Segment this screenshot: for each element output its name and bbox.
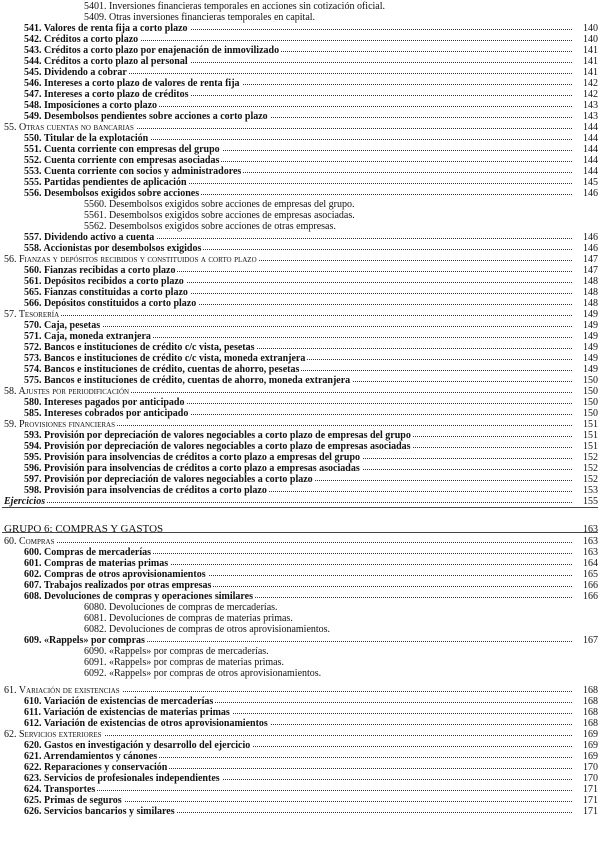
toc-page-number: 150 <box>576 375 598 386</box>
toc-page-number: 170 <box>576 762 598 773</box>
toc-entry-text: 573. Bancos e instituciones de crédito c/c vista, moneda extranjera <box>24 353 306 364</box>
toc-entry-text: 598. Provisión para insolvencias de créditos a corto plazo <box>24 485 267 496</box>
toc-entry-text: 561. Depósitos recibidos a corto plazo <box>24 276 184 287</box>
toc-entry-text: 62. Servicios exteriores <box>4 729 102 740</box>
toc-page-number: 163 <box>576 536 598 547</box>
toc-page-number: 165 <box>576 569 598 580</box>
toc-entry-text: 595. Provisión para insolvencias de créditos a corto plazo a empresas del grupo <box>24 452 361 463</box>
toc-row <box>0 419 600 430</box>
toc-page-number: 142 <box>576 78 598 89</box>
toc-row <box>0 364 600 375</box>
section-divider <box>2 507 598 508</box>
toc-page-number: 143 <box>576 111 598 122</box>
toc-page-number: 149 <box>576 364 598 375</box>
toc-entry-text: 624. Transportes <box>24 784 96 795</box>
toc-row <box>0 613 600 624</box>
toc-row <box>0 144 600 155</box>
toc-entry-text: 608. Devoluciones de compras y operaciones similares <box>24 591 253 602</box>
toc-entry-text: 601. Compras de materias primas <box>24 558 169 569</box>
toc-row <box>0 591 600 602</box>
toc-row <box>0 309 600 320</box>
toc-row <box>0 1 600 12</box>
toc-entry-text: 59. Provisiones financieras <box>4 419 115 430</box>
toc-entry-text: 575. Bancos e instituciones de crédito, cuentas de ahorro, moneda extranjera <box>24 375 351 386</box>
toc-row <box>0 12 600 23</box>
toc-row <box>0 287 600 298</box>
toc-entry-text: 556. Desembolsos exigidos sobre acciones <box>24 188 200 199</box>
toc-entry-text: 572. Bancos e instituciones de crédito c/c vista, pesetas <box>24 342 255 353</box>
toc-row <box>0 624 600 635</box>
toc-row <box>0 740 600 751</box>
toc-entry-text: 620. Gastos en investigación y desarrollo del ejercicio <box>24 740 251 751</box>
toc-entry-text: 546. Intereses a corto plazo de valores de renta fija <box>24 78 240 89</box>
toc-entry-text: 6090. «Rappels» por compras de mercaderías. <box>84 646 269 657</box>
toc-entry-text: 593. Provisión por depreciación de valores negociables a corto plazo de empresas del grupo <box>24 430 411 441</box>
dot-leader <box>4 502 572 503</box>
toc-entry-text: 594. Provisión por depreciación de valores negociables a corto plazo de empresas asociadas <box>24 441 411 452</box>
toc-page-number: 150 <box>576 397 598 408</box>
toc-page-number: 151 <box>576 430 598 441</box>
toc-page-number: 171 <box>576 806 598 817</box>
toc-entry-text: 6081. Devoluciones de compras de materias primas. <box>84 613 293 624</box>
toc-page-number: 153 <box>576 485 598 496</box>
toc-row <box>0 221 600 232</box>
toc-row <box>0 441 600 452</box>
toc-entry-text: 548. Imposiciones a corto plazo <box>24 100 158 111</box>
toc-entry-text: 612. Variación de existencias de otros aprovisionamientos <box>24 718 268 729</box>
toc-entry-text: 6091. «Rappels» por compras de materias primas. <box>84 657 284 668</box>
toc-row <box>0 265 600 276</box>
toc-page-number: 163 <box>576 547 598 558</box>
toc-entry-text: 545. Dividendo a cobrar <box>24 67 127 78</box>
toc-entry-text: 625. Primas de seguros <box>24 795 122 806</box>
toc-row <box>0 729 600 740</box>
toc-row <box>0 298 600 309</box>
toc-entry-text: 58. Ajustes por periodificación <box>4 386 130 397</box>
toc-row <box>0 524 600 535</box>
toc-row <box>0 100 600 111</box>
toc-entry-text: 557. Dividendo activo a cuenta <box>24 232 155 243</box>
toc-entry-text: 626. Servicios bancarios y similares <box>24 806 175 817</box>
toc-entry-text: 550. Titular de la explotación <box>24 133 149 144</box>
toc-page-number: 149 <box>576 309 598 320</box>
toc-page-number: 144 <box>576 122 598 133</box>
dot-leader <box>24 790 572 791</box>
toc-entry-text: 547. Intereses a corto plazo de créditos <box>24 89 189 100</box>
toc-entry-text: 600. Compras de mercaderías <box>24 547 152 558</box>
toc-row <box>0 210 600 221</box>
toc-row <box>0 580 600 591</box>
toc-row <box>0 386 600 397</box>
toc-page-number: 149 <box>576 342 598 353</box>
toc-entry-text: 6092. «Rappels» por compras de otros aprovisionamientos. <box>84 668 322 679</box>
toc-row <box>0 89 600 100</box>
toc-page-number: 140 <box>576 34 598 45</box>
toc-row <box>0 331 600 342</box>
toc-page-number: 145 <box>576 177 598 188</box>
toc-page-number: 167 <box>576 635 598 646</box>
toc-page-number: 150 <box>576 386 598 397</box>
toc-entry-text: 623. Servicios de profesionales independientes <box>24 773 220 784</box>
toc-page-number: 151 <box>576 441 598 452</box>
toc-page-number: 146 <box>576 188 598 199</box>
toc-page-number: 168 <box>576 685 598 696</box>
toc-row <box>0 474 600 485</box>
toc-page-number: 149 <box>576 320 598 331</box>
toc-row <box>0 696 600 707</box>
toc-page-number: 148 <box>576 298 598 309</box>
toc-row <box>0 34 600 45</box>
toc-entry-text: 609. «Rappels» por compras <box>24 635 145 646</box>
dot-leader <box>4 315 572 316</box>
toc-entry-text: 621. Arrendamientos y cánones <box>24 751 158 762</box>
toc-row <box>0 166 600 177</box>
toc-row <box>0 133 600 144</box>
toc-entry-text: 611. Variación de existencias de materias primas <box>24 707 230 718</box>
toc-entry-text: 543. Créditos a corto plazo por enajenación de inmovilizado <box>24 45 280 56</box>
toc-page-number: 168 <box>576 696 598 707</box>
toc-page-number: 147 <box>576 254 598 265</box>
toc-row <box>0 243 600 254</box>
toc-entry-text: 558. Accionistas por desembolsos exigidos <box>24 243 202 254</box>
toc-row <box>0 430 600 441</box>
toc-entry-text: 5401. Inversiones financieras temporales en acciones sin cotización oficial. <box>84 1 385 12</box>
toc-row <box>0 232 600 243</box>
toc-row <box>0 78 600 89</box>
toc-row <box>0 668 600 679</box>
toc-row <box>0 536 600 547</box>
toc-page-number: 169 <box>576 740 598 751</box>
toc-page-number: 142 <box>576 89 598 100</box>
toc-row <box>0 707 600 718</box>
toc-page-number: 141 <box>576 67 598 78</box>
toc-entry-text: 555. Partidas pendientes de aplicación <box>24 177 187 188</box>
toc-row <box>0 353 600 364</box>
toc-entry-text: 553. Cuenta corriente con socios y administradores <box>24 166 242 177</box>
toc-entry-text: 574. Bancos e instituciones de crédito, cuentas de ahorro, pesetas <box>24 364 300 375</box>
toc-page-number: 166 <box>576 580 598 591</box>
toc-page-number: 141 <box>576 45 598 56</box>
toc-entry-text: 602. Compras de otros aprovisionamientos <box>24 569 206 580</box>
toc-entry-text: 566. Depósitos constituidos a corto plazo <box>24 298 197 309</box>
group-underline <box>2 532 598 533</box>
toc-row <box>0 67 600 78</box>
toc-page-number: 168 <box>576 707 598 718</box>
toc-page-number: 152 <box>576 452 598 463</box>
toc-entry-text: 565. Fianzas constituidas a corto plazo <box>24 287 188 298</box>
toc-row <box>0 685 600 696</box>
toc-row <box>0 320 600 331</box>
toc-row <box>0 635 600 646</box>
toc-entry-text: GRUPO 6: COMPRAS Y GASTOS <box>4 523 164 535</box>
toc-entry-text: 597. Provisión por depreciación de valores negociables a corto plazo <box>24 474 313 485</box>
toc-page-number: 143 <box>576 100 598 111</box>
toc-entry-text: 6082. Devoluciones de compras de otros aprovisionamientos. <box>84 624 331 635</box>
toc-entry-text: 585. Intereses cobrados por anticipado <box>24 408 189 419</box>
toc-page-number: 155 <box>576 496 598 507</box>
toc-row <box>0 375 600 386</box>
toc-entry-text: 542. Créditos a corto plazo <box>24 34 139 45</box>
toc-entry-text: 5409. Otras inversiones financieras temporales en capital. <box>84 12 316 23</box>
toc-page-number: 148 <box>576 276 598 287</box>
toc-entry-text: 56. Fianzas y depósitos recibidos y constituidos a corto plazo <box>4 254 257 265</box>
toc-entry-text: 570. Caja, pesetas <box>24 320 101 331</box>
toc-entry-text: 57. Tesorería <box>4 309 60 320</box>
toc-row <box>0 122 600 133</box>
dot-leader <box>24 326 572 327</box>
toc-entry-text: 544. Créditos a corto plazo al personal <box>24 56 188 67</box>
toc-row <box>0 254 600 265</box>
toc-row <box>0 657 600 668</box>
toc-page-number: 149 <box>576 353 598 364</box>
toc-row <box>0 718 600 729</box>
toc-page-number: 146 <box>576 232 598 243</box>
toc-entry-text: 607. Trabajos realizados por otras empresas <box>24 580 212 591</box>
toc-row <box>0 342 600 353</box>
toc-page-number: 150 <box>576 408 598 419</box>
toc-entry-text: 622. Reparaciones y conservación <box>24 762 168 773</box>
toc-row <box>0 111 600 122</box>
toc-row <box>0 784 600 795</box>
toc-entry-text: 541. Valores de renta fija a corto plazo <box>24 23 188 34</box>
toc-row <box>0 23 600 34</box>
toc-row <box>0 773 600 784</box>
toc-page-number: 164 <box>576 558 598 569</box>
toc-row <box>0 485 600 496</box>
toc-entry-text: 610. Variación de existencias de mercaderías <box>24 696 214 707</box>
toc-entry-text: 6080. Devoluciones de compras de mercaderías. <box>84 602 278 613</box>
toc-page-number: 168 <box>576 718 598 729</box>
toc-entry-text: 5562. Desembolsos exigidos sobre acciones de otras empresas. <box>84 221 336 232</box>
toc-row <box>0 155 600 166</box>
toc-page-number: 152 <box>576 474 598 485</box>
toc-entry-text: 549. Desembolsos pendientes sobre acciones a corto plazo <box>24 111 268 122</box>
toc-row <box>0 463 600 474</box>
toc-entry-text: 61. Variación de existencias <box>4 685 120 696</box>
toc-entry-text: 551. Cuenta corriente con empresas del grupo <box>24 144 220 155</box>
toc-row <box>0 397 600 408</box>
toc-row <box>0 751 600 762</box>
toc-entry-text: 5561. Desembolsos exigidos sobre acciones de empresas asociadas. <box>84 210 355 221</box>
toc-page-number: 171 <box>576 795 598 806</box>
toc-row <box>0 177 600 188</box>
toc-row <box>0 558 600 569</box>
toc-entry-text: 60. Compras <box>4 536 55 547</box>
toc-row <box>0 188 600 199</box>
toc-page-number: 163 <box>576 524 598 535</box>
toc-row <box>0 452 600 463</box>
toc-entry-text: 55. Otras cuentas no bancarias <box>4 122 134 133</box>
toc-row <box>0 646 600 657</box>
toc-entry-text: 596. Provisión para insolvencias de créditos a corto plazo a empresas asociadas <box>24 463 360 474</box>
toc-page-number: 144 <box>576 133 598 144</box>
toc-row <box>0 496 600 507</box>
toc-row <box>0 408 600 419</box>
toc-page-number: 166 <box>576 591 598 602</box>
toc-page-number: 141 <box>576 56 598 67</box>
toc-entry-text: 571. Caja, moneda extranjera <box>24 331 151 342</box>
toc-page-number: 169 <box>576 751 598 762</box>
toc-entry-text: 552. Cuenta corriente con empresas asociadas <box>24 155 220 166</box>
toc-page-number: 144 <box>576 155 598 166</box>
toc-page-number: 147 <box>576 265 598 276</box>
dot-leader <box>4 542 572 543</box>
toc-row <box>0 762 600 773</box>
toc-row <box>0 199 600 210</box>
toc-page-number: 148 <box>576 287 598 298</box>
toc-page-number: 152 <box>576 463 598 474</box>
toc-page-number: 170 <box>576 773 598 784</box>
toc-row <box>0 45 600 56</box>
toc-row <box>0 547 600 558</box>
toc-row <box>0 276 600 287</box>
toc-page-number: 144 <box>576 144 598 155</box>
toc-row <box>0 56 600 67</box>
toc-page-number: 171 <box>576 784 598 795</box>
toc-page-number: 146 <box>576 243 598 254</box>
toc-entry-text: 560. Fianzas recibidas a corto plazo <box>24 265 176 276</box>
toc-page-number: 149 <box>576 331 598 342</box>
toc-page-number: 140 <box>576 23 598 34</box>
toc-row <box>0 795 600 806</box>
toc-page-number: 169 <box>576 729 598 740</box>
toc-entry-text: 580. Intereses pagados por anticipado <box>24 397 185 408</box>
toc-row <box>0 602 600 613</box>
toc-row <box>0 569 600 580</box>
toc-entry-text: Ejercicios <box>4 496 46 507</box>
toc-page-number: 151 <box>576 419 598 430</box>
toc-row <box>0 806 600 817</box>
toc-page-number: 144 <box>576 166 598 177</box>
toc-entry-text: 5560. Desembolsos exigidos sobre acciones de empresas del grupo. <box>84 199 355 210</box>
